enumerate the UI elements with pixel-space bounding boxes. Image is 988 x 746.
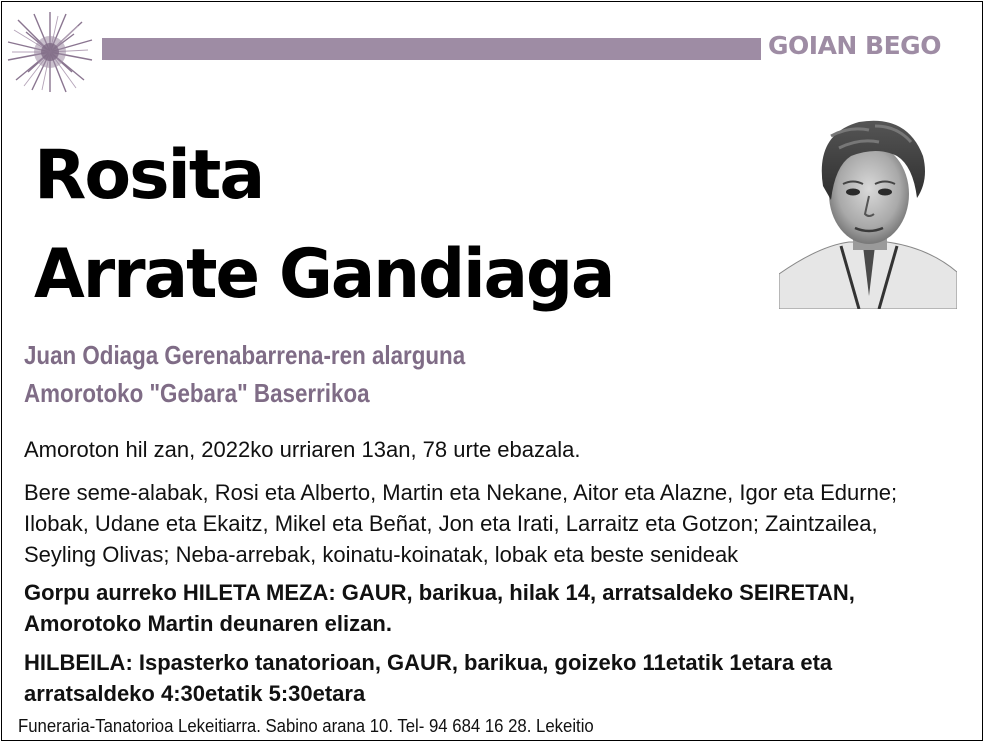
thistle-emblem-icon (6, 10, 94, 94)
header-bar (102, 38, 761, 60)
funeral-mass-paragraph (24, 577, 964, 639)
wake-line: HILBEILA: Ispasterko tanatorioan, GAUR, barikua, goizeko 11etatik 1etara eta (24, 650, 833, 675)
family-line: Bere seme-alabak, Rosi eta Alberto, Martin eta Nekane, Aitor eta Alazne, Igor eta Edurne; (24, 480, 898, 505)
deceased-first-name: Rosita (34, 136, 264, 215)
mass-line: Amorotoko Martin deunaren elizan. (24, 611, 392, 636)
deceased-last-names: Arrate Gandiaga (34, 235, 614, 314)
wake-paragraph (24, 647, 964, 709)
funeral-home-footer: Funeraria-Tanatorioa Lekeitiarra. Sabino arana 10. Tel- 94 684 16 28. Lekeitio (18, 716, 594, 736)
family-paragraph (24, 477, 964, 570)
mass-line: Gorpu aurreko HILETA MEZA: GAUR, barikua, hilak 14, arratsaldeko SEIRETAN, (24, 580, 855, 605)
portrait-photo (779, 96, 957, 309)
relation-subtitle: Juan Odiaga Gerenabarrena-ren alarguna (24, 340, 466, 370)
wake-line: arratsaldeko 4:30etatik 5:30etara (24, 681, 366, 706)
origin-subtitle: Amorotoko "Gebara" Baserrikoa (24, 378, 370, 408)
section-label: GOIAN BEGO (768, 31, 941, 60)
death-notice-text: Amoroton hil zan, 2022ko urriaren 13an, 78 urte ebazala. (24, 437, 581, 462)
death-notice (24, 434, 964, 465)
family-line: Ilobak, Udane eta Ekaitz, Mikel eta Beñat, Jon eta Irati, Larraitz eta Gotzon; Zaintzailea, (24, 511, 878, 536)
family-line: Seyling Olivas; Neba-arrebak, koinatu-koinatak, lobak eta beste senideak (24, 542, 739, 567)
